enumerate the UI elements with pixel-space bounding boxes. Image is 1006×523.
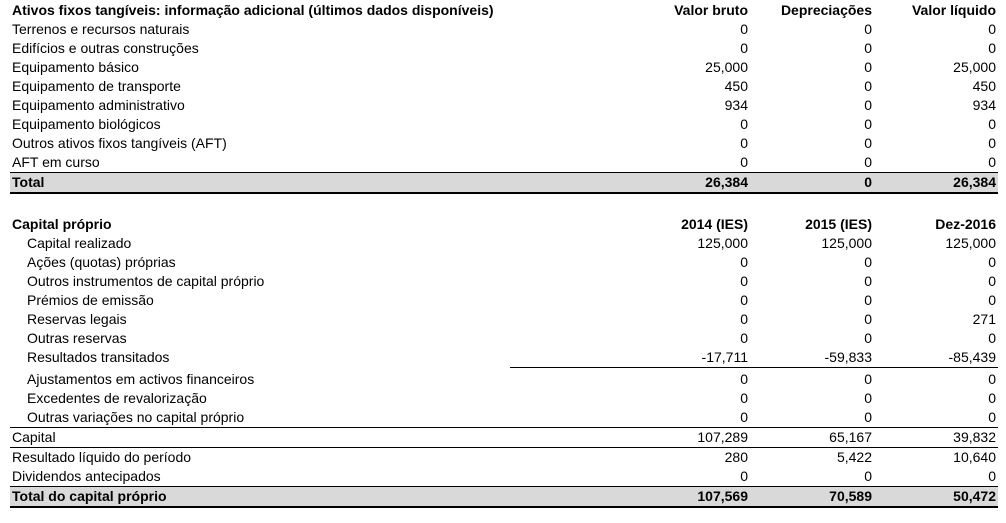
cell-value: 0 [740,40,748,56]
cell-value: 0 [864,371,872,387]
cell-value: 0 [988,390,996,406]
net-result-row [10,448,998,468]
cell-value: 0 [988,154,996,170]
total-value: 26,384 [874,173,998,194]
table-row [10,77,998,96]
cell-value: 0 [864,154,872,170]
cell-value: 450 [724,78,748,94]
row-label: Reservas legais [27,311,127,327]
row-label: Prémios de emissão [27,292,154,308]
table-row [10,234,998,253]
cell-value: 280 [510,448,750,468]
total-value: 0 [750,173,874,194]
row-label: Dividendos antecipados [12,468,161,484]
row-label: Equipamento biológicos [12,116,161,132]
cell-value: -85,439 [874,348,998,368]
cell-value: 0 [988,468,996,484]
col-header-dez-2016: Dez-2016 [935,216,996,232]
cell-value: 0 [988,135,996,151]
equity-table [10,215,998,508]
capital-row [10,428,998,448]
table-row [10,20,998,39]
row-label: Excedentes de revalorização [27,390,207,406]
row-label: Outros ativos fixos tangíveis (AFT) [12,135,227,151]
total-value: 26,384 [510,173,750,194]
col-header-2015: 2015 (IES) [805,216,872,232]
cell-value: 0 [740,409,748,425]
total-label: Total [10,173,510,194]
row-label: AFT em curso [12,154,100,170]
col-header-gross: Valor bruto [674,2,748,18]
cell-value: 0 [740,154,748,170]
cell-value: 0 [740,390,748,406]
table-row [10,134,998,153]
cell-value: 0 [988,273,996,289]
cell-value: 450 [972,78,996,94]
cell-value: 107,289 [510,428,750,448]
cell-value: 0 [988,330,996,346]
cell-value: 0 [988,21,996,37]
col-header-2014: 2014 (IES) [681,216,748,232]
cell-value: 0 [864,390,872,406]
cell-value: 0 [864,40,872,56]
cell-value: 0 [864,21,872,37]
cell-value: 0 [988,371,996,387]
table-header-row [10,215,998,234]
assets-title: Ativos fixos tangíveis: informação adicional (últimos dados disponíveis) [12,2,494,18]
cell-value: 0 [988,40,996,56]
cell-value: 0 [740,273,748,289]
cell-value: 0 [864,409,872,425]
cell-value: -17,711 [510,348,750,368]
row-label: Outros instrumentos de capital próprio [27,273,265,289]
table-row [10,39,998,58]
table-row [10,329,998,348]
table-header-row [10,1,998,20]
cell-value: 934 [724,97,748,113]
row-label: Capital [10,428,510,448]
cell-value: 0 [740,371,748,387]
cell-value: 125,000 [945,235,996,251]
cell-value: 0 [740,292,748,308]
total-value: 107,569 [510,487,750,508]
cell-value: 0 [864,292,872,308]
cell-value: 0 [988,292,996,308]
cell-value: 0 [864,254,872,270]
row-label: Ações (quotas) próprias [27,254,176,270]
total-value: 70,589 [750,487,874,508]
cell-value: 934 [972,97,996,113]
col-header-depreciation: Depreciações [780,2,872,18]
cell-value: 0 [864,311,872,327]
total-row [10,173,998,194]
table-row [10,368,998,390]
cell-value: 0 [740,21,748,37]
row-label: Equipamento de transporte [12,78,181,94]
table-row [10,96,998,115]
cell-value: 0 [864,135,872,151]
row-label: Equipamento básico [12,59,139,75]
row-label: Resultados transitados [27,349,170,366]
cell-value: 39,832 [874,428,998,448]
cell-value: 0 [864,59,872,75]
cell-value: 0 [740,135,748,151]
cell-value: 0 [864,468,872,484]
row-label: Outras reservas [27,330,127,346]
total-row [10,487,998,508]
row-label: Equipamento administrativo [12,97,185,113]
table-row [10,291,998,310]
cell-value: -59,833 [750,348,874,368]
table-row [10,253,998,272]
total-label: Total do capital próprio [10,487,510,508]
table-row [10,408,998,428]
cell-value: 0 [864,330,872,346]
table-row [10,115,998,134]
row-label: Resultado líquido do período [10,448,510,468]
table-row [10,348,998,368]
row-label: Outras variações no capital próprio [27,409,245,425]
cell-value: 0 [988,254,996,270]
cell-value: 10,640 [874,448,998,468]
total-value: 50,472 [874,487,998,508]
cell-value: 0 [864,97,872,113]
cell-value: 25,000 [705,59,748,75]
table-row [10,272,998,291]
cell-value: 0 [864,116,872,132]
cell-value: 0 [988,116,996,132]
equity-title: Capital próprio [12,216,112,232]
cell-value: 5,422 [750,448,874,468]
table-row [10,153,998,173]
row-label: Edifícios e outras construções [12,40,199,56]
row-label: Terrenos e recursos naturais [12,21,190,37]
table-row [10,58,998,77]
cell-value: 0 [740,311,748,327]
row-label: Capital realizado [27,235,132,251]
cell-value: 0 [740,116,748,132]
cell-value: 0 [740,468,748,484]
dividends-row [10,467,998,487]
cell-value: 0 [864,78,872,94]
cell-value: 0 [740,330,748,346]
cell-value: 0 [864,273,872,289]
table-row [10,310,998,329]
cell-value: 65,167 [750,428,874,448]
col-header-net: Valor líquido [911,2,996,18]
cell-value: 0 [988,409,996,425]
cell-value: 0 [740,254,748,270]
table-row [10,389,998,408]
cell-value: 25,000 [953,59,996,75]
row-label: Ajustamentos em activos financeiros [27,370,255,387]
cell-value: 271 [972,311,996,327]
tangible-assets-table [10,1,998,194]
cell-value: 125,000 [697,235,748,251]
cell-value: 125,000 [821,235,872,251]
